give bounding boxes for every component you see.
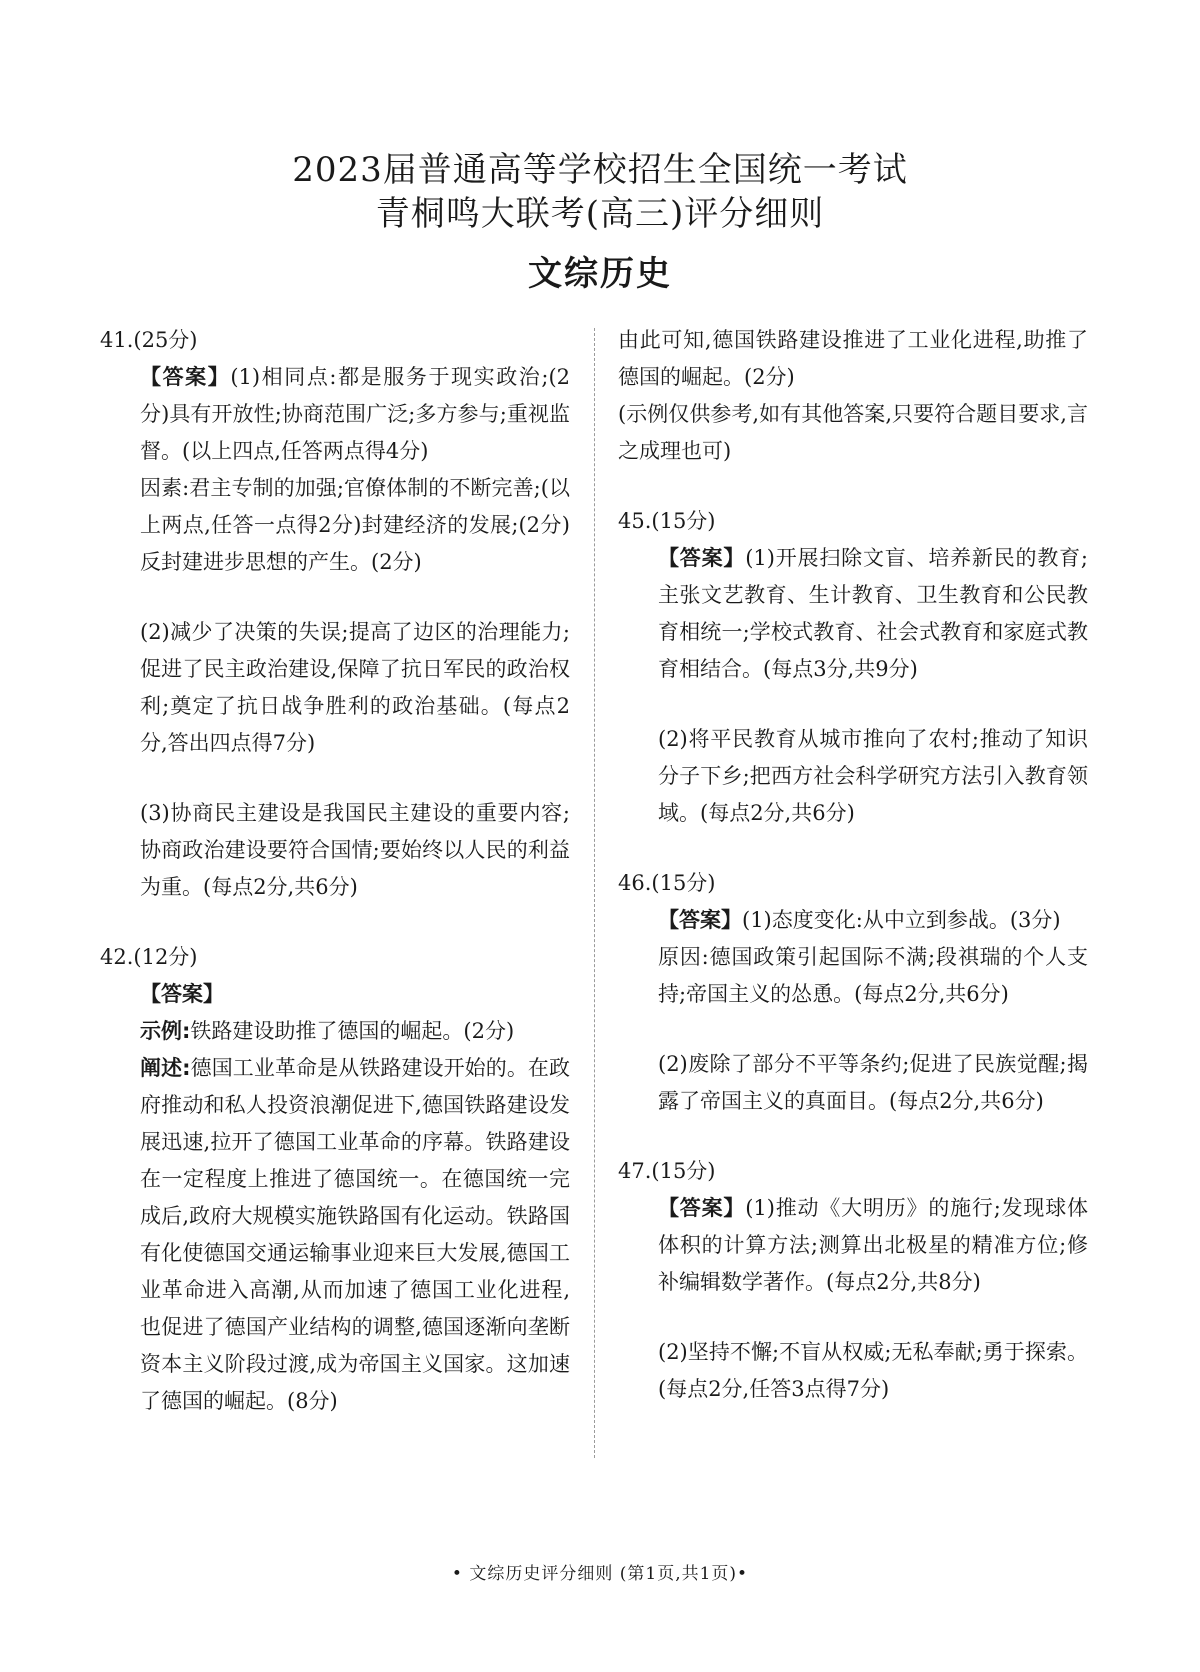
elaboration-label: 阐述: <box>140 1056 191 1080</box>
q45-part2: (2)将平民教育从城市推向了农村;推动了知识分子下乡;把西方社会科学研究方法引入教育领域。(每点2分,共6分) <box>658 727 1088 825</box>
document-header <box>0 148 1200 295</box>
right-column <box>618 322 1088 1408</box>
q46-part1-text: (1)态度变化:从中立到参战。(3分) <box>742 908 1061 932</box>
question-42-heading: 42.(12分) <box>100 945 198 969</box>
left-column <box>100 322 570 1420</box>
question-46-heading: 46.(15分) <box>618 871 716 895</box>
q42-example-text: 铁路建设助推了德国的崛起。(2分) <box>190 1019 515 1043</box>
question-41-heading: 41.(25分) <box>100 328 198 352</box>
q47-part1 <box>658 1190 1088 1301</box>
q46-part1-reasons: 原因:德国政策引起国际不满;段祺瑞的个人支持;帝国主义的怂恿。(每点2分,共6分) <box>658 945 1088 1006</box>
question-47 <box>618 1153 1088 1408</box>
question-45 <box>618 503 1088 832</box>
answer-tag: 【答案】 <box>658 1196 746 1220</box>
exam-subtitle: 青桐鸣大联考(高三)评分细则 <box>375 194 825 234</box>
q42-conclusion: 由此可知,德国铁路建设推进了工业化进程,助推了德国的崛起。(2分) <box>618 328 1088 389</box>
q41-part3: (3)协商民主建设是我国民主建设的重要内容;协商政治建设要符合国情;要始终以人民的利益为重。(每点2分,共6分) <box>140 801 570 899</box>
q45-part1 <box>658 540 1088 688</box>
answer-tag: 【答案】 <box>658 908 742 932</box>
q45-part1-text: (1)开展扫除文盲、培养新民的教育;主张文艺教育、生计教育、卫生教育和公民教育相统一;学校式教育、社会式教育和家庭式教育相结合。(每点3分,共9分) <box>658 546 1089 681</box>
q41-part1-text: (1)相同点:都是服务于现实政治;(2分)具有开放性;协商范围广泛;多方参与;重视监督。(以上四点,任答两点得4分) <box>140 365 570 463</box>
question-47-heading: 47.(15分) <box>618 1159 716 1183</box>
answer-tag: 【答案】 <box>140 982 224 1006</box>
page-footer: • 文综历史评分细则 (第1页,共1页)• <box>451 1564 749 1584</box>
question-42 <box>100 939 570 1420</box>
q42-elaboration-text: 德国工业革命是从铁路建设开始的。在政府推动和私人投资浪潮促进下,德国铁路建设发展迅速,拉开了德国工业革命的序幕。铁路建设在一定程度上推进了德国统一。在德国统一完成后,政府大规模实施铁路国有化运动。铁路国有化使德国交通运输事业迎来巨大发展,德国工业革命进入高潮,从而加速了德国工业化进程,也促进了德国产业结构的调整,德国逐渐向垄断资本主义阶段过渡,成为帝国主义国家。这加速了德国的崛起。(8分) <box>140 1056 570 1413</box>
q41-part2: (2)减少了决策的失误;提高了边区的治理能力;促进了民主政治建设,保障了抗日军民的政治权利;奠定了抗日战争胜利的政治基础。(每点2分,答出四点得7分) <box>140 620 570 755</box>
q42-example <box>140 1013 570 1050</box>
q42-continuation <box>618 322 1088 470</box>
q47-part2: (2)坚持不懈;不盲从权威;无私奉献;勇于探索。(每点2分,任答3点得7分) <box>658 1340 1088 1401</box>
q42-note: (示例仅供参考,如有其他答案,只要符合题目要求,言之成理也可) <box>618 402 1088 463</box>
answer-tag: 【答案】 <box>140 365 231 389</box>
question-45-heading: 45.(15分) <box>618 509 716 533</box>
q47-part1-text: (1)推动《大明历》的施行;发现球体体积的计算方法;测算出北极星的精准方位;修补编辑数学著作。(每点2分,共8分) <box>658 1196 1089 1294</box>
column-divider <box>594 328 595 1458</box>
q46-part2: (2)废除了部分不平等条约;促进了民族觉醒;揭露了帝国主义的真面目。(每点2分,共6分) <box>658 1052 1088 1113</box>
example-label: 示例: <box>140 1019 191 1043</box>
question-46 <box>618 865 1088 1120</box>
exam-title: 2023届普通高等学校招生全国统一考试 <box>292 150 908 190</box>
question-41 <box>100 322 570 906</box>
q46-part1 <box>658 902 1088 939</box>
q42-elaboration <box>140 1050 570 1420</box>
q41-part1-factors: 因素:君主专制的加强;官僚体制的不断完善;(以上两点,任答一点得2分)封建经济的发展;(2分)反封建进步思想的产生。(2分) <box>140 476 570 574</box>
answer-tag: 【答案】 <box>658 546 746 570</box>
q41-part1 <box>140 359 570 470</box>
subject-title: 文综历史 <box>528 254 672 294</box>
